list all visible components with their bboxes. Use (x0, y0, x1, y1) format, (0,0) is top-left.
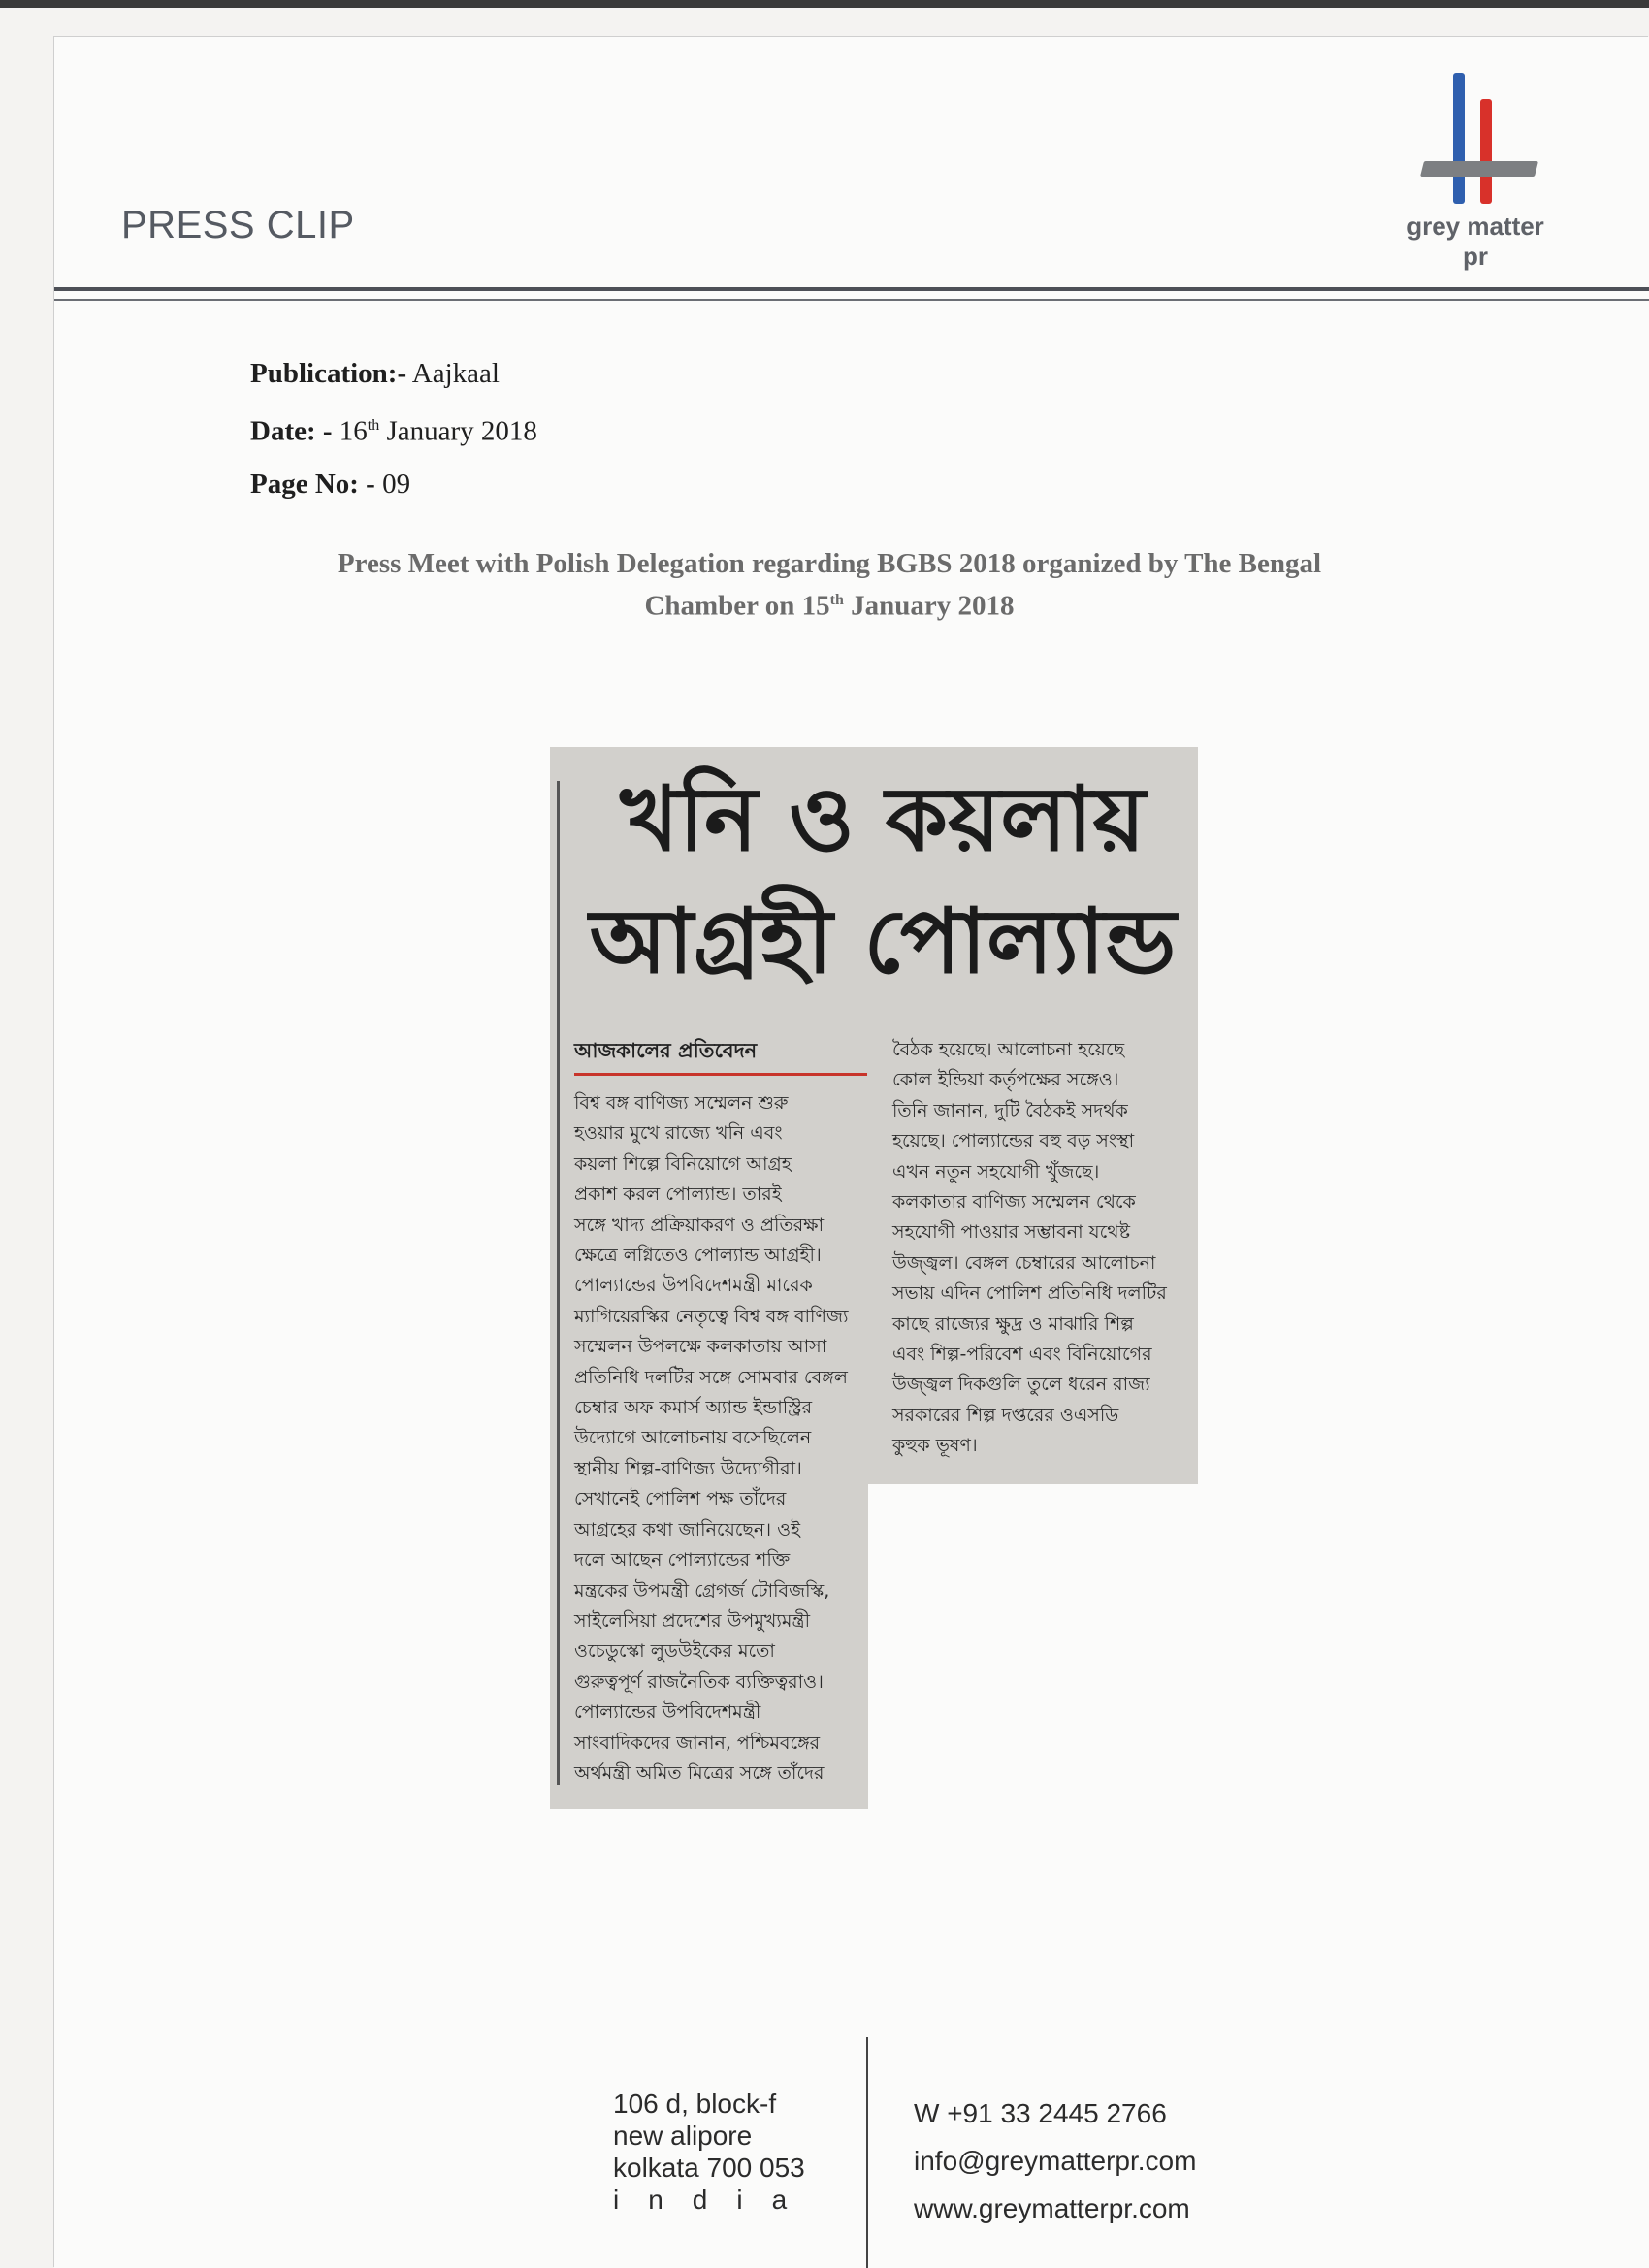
headline-line-2: আগ্রহী পোল্যান্ড (589, 890, 1177, 993)
publication-meta (250, 347, 537, 510)
page-value: 09 (382, 468, 411, 500)
logo-red-bar (1480, 99, 1492, 204)
clipping-headline (572, 759, 1193, 1003)
article-column-2: বৈঠক হয়েছে। আলোচনা হয়েছে কোল ইন্ডিয়া কর্তৃপক্ষের সঙ্গেও। তিনি জানান, দুটি বৈঠকই সদর্থক হয়েছে। পোল্যান্ডের বহু বড় সংস্থা এখন নতুন সহযোগী খুঁজছে। কলকাতার বাণিজ্য সম্মেলন থেকে সহযোগী পাওয়ার সম্ভাবনা যথেষ্ট উজ্জ্বল। বেঙ্গল চেম্বারের আলোচনা সভায় এদিন পোলিশ প্রতিনিধি দলটির কাছে রাজ্যের ক্ষুদ্র ও মাঝারি শিল্প এবং শিল্প-পরিবেশ এবং বিনিয়োগের উজ্জ্বল দিকগুলি তুলে ধরেন রাজ্য সরকারের শিল্প দপ্তরের ওএসডি কুহুক ভূষণ। (892, 1039, 1167, 1457)
caption-line-2-sup: th (829, 592, 844, 608)
footer-divider (866, 2037, 868, 2268)
footer-contact (914, 2090, 1196, 2232)
caption-line-1: Press Meet with Polish Delegation regarding BGBS 2018 organized by The Bengal (337, 548, 1322, 579)
contact-email[interactable]: info@greymatterpr.com (914, 2146, 1197, 2176)
caption-line-2-pre: Chamber on 15 (644, 590, 830, 622)
contact-phone: W +91 33 2445 2766 (914, 2098, 1167, 2128)
publication-label: Publication:- (250, 358, 407, 389)
address-line-2: new alipore (613, 2121, 753, 2151)
page-label: Page No: - (250, 468, 375, 500)
footer-address (613, 2088, 817, 2216)
date-suffix: th (367, 417, 380, 434)
logo-blue-bar (1453, 73, 1465, 204)
scan-edge (0, 0, 1649, 8)
page-line (250, 458, 537, 510)
header-rule-thin (54, 299, 1649, 301)
press-clip-label: PRESS CLIP (121, 204, 355, 246)
headline-line-1: খনি ও কয়লায় (620, 767, 1146, 871)
date-label: Date: - (250, 415, 333, 447)
date-day: 16 (339, 415, 368, 447)
date-line (250, 400, 537, 458)
logo-grey-stroke (1420, 161, 1538, 177)
header-rule-thick (54, 287, 1649, 291)
article-column-1: বিশ্ব বঙ্গ বাণিজ্য সম্মেলন শুরু হওয়ার মুখে রাজ্যে খনি এবং কয়লা শিল্পে বিনিয়োগে আগ্রহ প্রকাশ করল পোল্যান্ড। তারই সঙ্গে খাদ্য প্রক্রিয়াকরণ ও প্রতিরক্ষা ক্ষেত্রে লগ্নিতেও পোল্যান্ড আগ্রহী। পোল্যান্ডের উপবিদেশমন্ত্রী মারেক ম্যাগিয়েরস্কির নেতৃত্বে বিশ্ব বঙ্গ বাণিজ্য সম্মেলন উপলক্ষে কলকাতায় আসা প্রতিনিধি দলটির সঙ্গে সোমবার বেঙ্গল চেম্বার অফ কমার্স অ্যান্ড ইন্ডাস্ট্রির উদ্যোগে আলোচনায় বসেছিলেন স্থানীয় শিল্প-বাণিজ্য উদ্যোগীরা। সেখানেই পোলিশ পক্ষ তাঁদের আগ্রহের কথা জানিয়েছেন। ওই দলে আছেন পোল্যান্ডের শক্তি মন্ত্রকের উপমন্ত্রী গ্রেগর্জ টোবিজস্কি, সাইলেসিয়া প্রদেশের উপমুখ্যমন্ত্রী ওচেডুস্কো লুডউইকের মতো গুরুত্বপূর্ণ রাজনৈতিক ব্যক্তিত্বরাও। পোল্যান্ডের উপবিদেশমন্ত্রী সাংবাদিকদের জানান, পশ্চিমবঙ্গের অর্থমন্ত্রী অমিত মিত্রের সঙ্গে তাঁদের (574, 1092, 849, 1784)
address-line-4: india (613, 2185, 817, 2215)
logo-text: grey matter pr (1406, 211, 1544, 271)
contact-website[interactable]: www.greymatterpr.com (914, 2193, 1190, 2223)
publication-value: Aajkaal (411, 358, 500, 389)
address-line-1: 106 d, block-f (613, 2089, 777, 2119)
grey-matter-logo (1387, 68, 1562, 271)
caption-line-2 (233, 582, 1426, 625)
caption-line-2-post: January 2018 (851, 590, 1015, 622)
clipping-edge-line (557, 781, 560, 1785)
address-line-3: kolkata 700 053 (613, 2153, 805, 2183)
publication-line (250, 347, 537, 400)
clip-caption (233, 545, 1426, 625)
date-rest: January 2018 (386, 415, 537, 447)
clipping-byline: আজকালের প্রতিবেদন (574, 1035, 867, 1076)
